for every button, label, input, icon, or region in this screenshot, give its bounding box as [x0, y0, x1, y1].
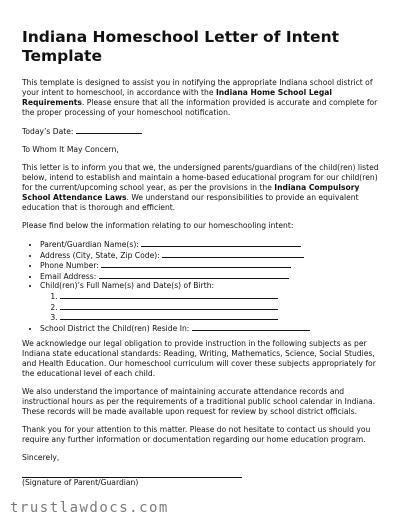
salutation: To Whom It May Concern, [22, 145, 119, 154]
list-item: • Child(ren)’s Full Name(s) and Date(s) of Birth: 1. 2. 3. [40, 281, 387, 322]
signature-line[interactable] [22, 467, 242, 478]
child-2-blank[interactable] [60, 302, 278, 310]
school-district-blank[interactable] [192, 323, 310, 331]
list-item: • Parent/Guardian Name(s): [40, 239, 387, 250]
child-3-blank[interactable] [60, 312, 278, 320]
legal-requirements-emphasis: Indiana Home School Legal Requirements [22, 88, 332, 107]
signature-label: (Signature of Parent/Guardian) [22, 478, 139, 488]
body-paragraph-2: We acknowledge our legal obligation to provide instruction in the following subjects as per Indiana state educational standards: Reading, Writing, Mathematics, Science, Social Studies, and Health Education. Our homeschool curriculum will cover these subjects appropriately for the educational level of each child. [22, 339, 376, 379]
list-item: • School District the Child(ren) Reside In: [40, 323, 387, 334]
email-blank[interactable] [99, 271, 289, 279]
body-paragraph-1: This letter is to inform you that we, the undersigned parents/guardians of the child(ren) listed below, intend to establish and maintain a home-based educational program for our child(ren) for the current/upcoming school year, as per the provisions in the Indiana Compulsory School Attendance Laws. We understand our responsibilities to provide an equivalent education that is thorough and efficient. [22, 163, 379, 212]
date-line: Today’s Date: [22, 126, 387, 137]
list-item: • Address (City, State, Zip Code): [40, 250, 387, 261]
intro-paragraph: This template is designed to assist you in notifying the appropriate Indiana school district of your intent to homeschool, in accordance with the Indiana Home School Legal Requirements. Please ensure that all the information provided is accurate and complete for the proper processing of your homeschool notification. [22, 78, 378, 117]
child-entry [60, 302, 387, 313]
address-blank[interactable] [162, 250, 304, 258]
body-paragraph-4: Thank you for your attention to this matter. Please do not hesitate to contact us should you require any further information or documentation regarding our home education program. [22, 425, 371, 445]
list-item: • Phone Number: [40, 260, 387, 271]
intent-fields-list [22, 239, 387, 333]
watermark: trustlawdocs.com [10, 500, 169, 516]
closing: Sincerely, [22, 453, 60, 463]
list-item: • Email Address: [40, 271, 387, 282]
child-entry [60, 291, 387, 302]
phone-blank[interactable] [101, 260, 291, 268]
attendance-laws-emphasis: Indiana Compulsory School Attendance Laws [22, 183, 360, 202]
guardian-name-blank[interactable] [141, 239, 301, 247]
child-1-blank[interactable] [60, 291, 278, 299]
letter-page [22, 28, 387, 496]
date-blank[interactable] [76, 126, 142, 134]
fields-intro: Please find below the information relating to our homeschooling intent: [22, 221, 294, 230]
body-paragraph-3: We also understand the importance of maintaining accurate attendance records and instructional hours as per the requirements of a traditional public school calendar in Indiana. These records will be made available upon request for review by school district officials. [22, 387, 376, 417]
child-entry [60, 312, 387, 323]
page-title: Indiana Homeschool Letter of Intent Template [22, 28, 340, 65]
children-list [40, 291, 387, 323]
